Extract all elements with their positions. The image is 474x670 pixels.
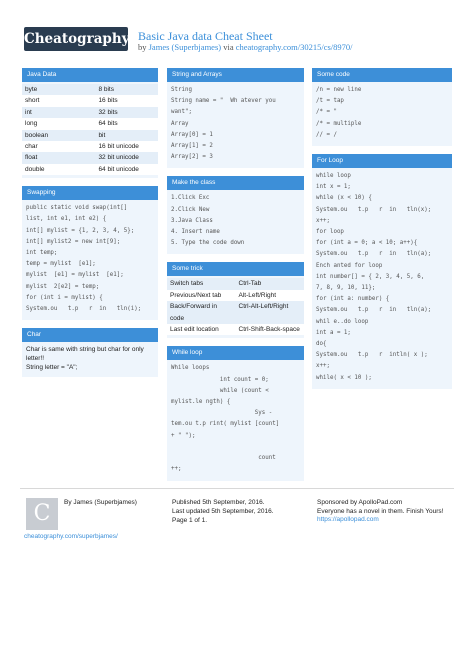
sponsor-label: Sponsored by ApolloPad.com	[317, 499, 403, 506]
published-date: Published 5th September, 2016.	[172, 499, 265, 506]
author-link[interactable]: James (Superbjames)	[148, 42, 222, 52]
via-label: via	[223, 42, 234, 52]
java-data-value: 64 bit unicode	[95, 164, 158, 175]
some-trick-row	[167, 290, 304, 301]
java-data-value: 64 bits	[95, 118, 158, 129]
java-data-row	[22, 152, 158, 163]
string-arrays-box	[167, 68, 304, 168]
java-data-row	[22, 164, 158, 175]
some-trick-value: Alt-Left/Right	[236, 290, 305, 301]
java-data-row	[22, 130, 158, 141]
char-box	[22, 328, 158, 377]
swapping-code: public static void swap(int[] list, int e1, int e2) { int[] mylist = {1, 2, 3, 4, 5}; int[] mylist2 = new int[9]; int temp; temp = mylist [e1]; mylist [e1] = mylist [e1]; mylist 2[e2] = temp; for (int i = mylist) { System.ou t.p r in tln(i);	[26, 205, 142, 313]
some-trick-title: Some trick	[167, 262, 304, 276]
footer-author-link[interactable]: cheatography.com/superbjames/	[24, 533, 118, 540]
java-data-row	[22, 107, 158, 118]
char-line-2: letter!!	[26, 355, 45, 363]
char-line-3: String letter = "A";	[26, 364, 78, 372]
string-arrays-title: String and Arrays	[167, 68, 304, 82]
make-class-code: 1.Click Exc 2.Click New 3.Java Class 4. Insert name 5. Type the code down	[171, 195, 245, 247]
sheet-subtitle	[138, 42, 353, 52]
while-loop-title: While loop	[167, 346, 304, 360]
java-data-key: long	[22, 118, 95, 129]
java-data-box	[22, 68, 158, 178]
some-code-title: Some code	[312, 68, 452, 82]
for-loop-title: For Loop	[312, 154, 452, 168]
java-data-table	[22, 84, 158, 175]
some-trick-key: Last edit location	[167, 324, 236, 335]
java-data-row	[22, 141, 158, 152]
cheatography-logo[interactable]: Cheatography	[24, 27, 128, 51]
sponsor-text: Everyone has a novel in them. Finish Yours!	[317, 508, 444, 515]
java-data-key: short	[22, 95, 95, 106]
java-data-value: 32 bits	[95, 107, 158, 118]
java-data-key: char	[22, 141, 95, 152]
java-data-key: double	[22, 164, 95, 175]
some-trick-value: Ctrl-Shift-Back-space	[236, 324, 305, 335]
some-trick-row	[167, 278, 304, 289]
while-loop-box	[167, 346, 304, 480]
updated-date: Last updated 5th September, 2016.	[172, 508, 274, 515]
some-trick-row	[167, 324, 304, 335]
some-trick-box	[167, 262, 304, 338]
make-class-box	[167, 176, 304, 254]
java-data-row	[22, 95, 158, 106]
swapping-box	[22, 186, 158, 320]
java-data-value: 8 bits	[95, 84, 158, 95]
swapping-title: Swapping	[22, 186, 158, 200]
some-trick-key: Back/Forward in code	[167, 301, 236, 324]
java-data-key: boolean	[22, 130, 95, 141]
some-trick-value: Ctrl-Tab	[236, 278, 305, 289]
string-arrays-code: String String name = " Wh atever you want"; Array Array[0] = 1 Array[1] = 2 Array[2] = 3	[171, 87, 276, 161]
column-3	[312, 68, 452, 397]
sheet-title[interactable]: Basic Java data Cheat Sheet	[138, 29, 273, 43]
some-trick-key: Previous/Next tab	[167, 290, 236, 301]
sheet-header	[0, 0, 474, 62]
while-loop-code: While loops int count = 0; while (count < mylist.le ngth) { Sys - tem.ou t.p rint( mylist [count] + " "); count ++;	[171, 365, 280, 473]
author-avatar[interactable]: C	[26, 498, 58, 530]
sheet-url-link[interactable]: cheatography.com/30215/cs/8970/	[235, 42, 353, 52]
some-trick-key: Switch tabs	[167, 278, 236, 289]
by-label: by	[138, 42, 147, 52]
make-class-title: Make the class	[167, 176, 304, 190]
some-code-code: /n = new line /t = tap /* = " /* = multiple // = /	[316, 87, 362, 138]
char-title: Char	[22, 328, 158, 342]
for-loop-box	[312, 154, 452, 389]
sheet-footer	[20, 488, 454, 540]
some-trick-table	[167, 278, 304, 335]
java-data-row	[22, 84, 158, 95]
java-data-value: 16 bits	[95, 95, 158, 106]
sponsor-link[interactable]: https://apollopad.com	[317, 516, 379, 523]
some-trick-value: Ctrl-Alt-Left/Right	[236, 301, 305, 324]
java-data-key: byte	[22, 84, 95, 95]
page-number: Page 1 of 1.	[172, 517, 208, 524]
some-trick-row	[167, 301, 304, 324]
java-data-key: float	[22, 152, 95, 163]
char-line-1: Char is same with string but char for only	[26, 346, 144, 354]
java-data-key: int	[22, 107, 95, 118]
for-loop-code: while loop int x = 1; while (x < 10) { System.ou t.p r in tln(x); x++; for loop for (int a = 0; a < 10; a++){ System.ou t.p r in tln(a); Ench anted for loop int number[] = { 2, 3, 4, 5, 6, 7, 8, 9, 10, 11}; for (int a: number) { System.ou t.p r in tln(a); whil e..do loop int a = 1; do{ System.ou t.p r intln( x ); x++; while( x < 10 );	[316, 173, 432, 381]
java-data-row	[22, 118, 158, 129]
java-data-value: bit	[95, 130, 158, 141]
java-data-value: 32 bit unicode	[95, 152, 158, 163]
java-data-title: Java Data	[22, 68, 158, 82]
java-data-value: 16 bit unicode	[95, 141, 158, 152]
footer-author: By James (Superbjames)	[64, 499, 137, 506]
column-2	[167, 68, 304, 489]
some-code-box	[312, 68, 452, 146]
column-1	[22, 68, 158, 385]
